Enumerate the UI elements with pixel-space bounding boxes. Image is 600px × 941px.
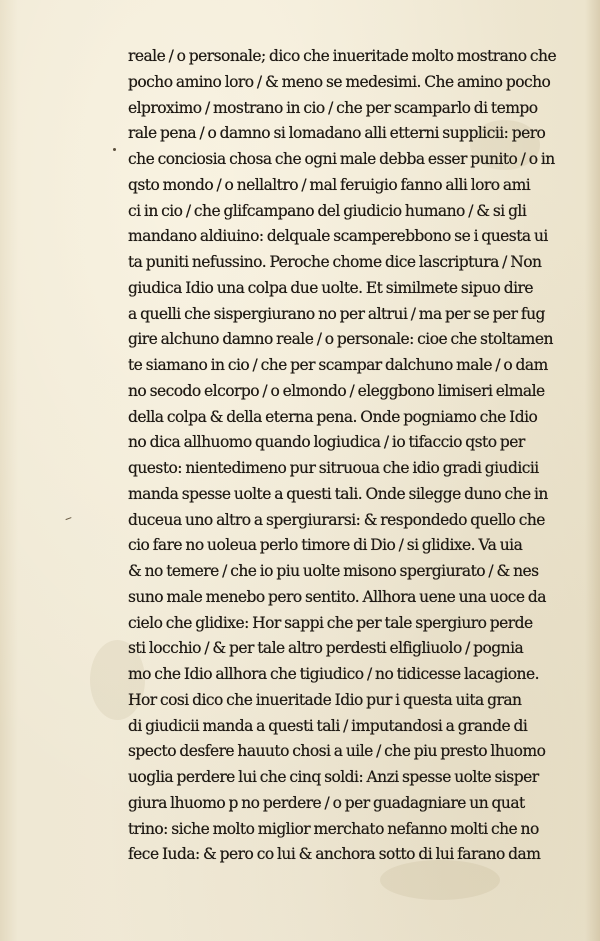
text-line: manda spesse uolte a questi tali. Onde silegge duno che in	[128, 484, 548, 503]
text-line: mo che Idio allhora che tigiudico / no tidicesse lacagione.	[128, 665, 539, 683]
text-line: duceua uno altro a spergiurarsi: & respondedo quello che	[128, 510, 545, 529]
text-line: giura lhuomo p no perdere / o per guadagniare un quat	[128, 793, 525, 812]
text-line: trino: siche molto miglior merchato nefanno molti che no	[128, 819, 539, 838]
text-line: questo: nientedimeno pur sitruoua che idio gradi giudicii	[128, 459, 539, 477]
text-line: specto desfere hauuto chosi a uile / che piu presto lhuomo	[128, 742, 546, 761]
margin-dot	[113, 148, 116, 151]
text-line: suno male menebo pero sentito. Allhora uene una uoce da	[128, 587, 546, 606]
text-line: gire alchuno damno reale / o personale: cioe che stoltamen	[128, 330, 553, 349]
text-line: sti locchio / & per tale altro perdesti elfigliuolo / pognia	[128, 639, 524, 658]
text-line: cielo che glidixe: Hor sappi che per tale spergiuro perde	[128, 613, 533, 632]
text-line: della colpa & della eterna pena. Onde pogniamo che Idio	[128, 407, 538, 426]
text-line: reale / o personale; dico che inueritade molto mostrano che	[128, 47, 557, 65]
text-line: cio fare no uoleua perlo timore di Dio / si glidixe. Va uia	[128, 536, 523, 555]
text-line: rale pena / o damno si lomadano alli etterni supplicii: pero	[128, 124, 546, 143]
text-line: elproximo / mostrano in cio / che per scamparlo di tempo	[128, 98, 538, 117]
text-line: di giudicii manda a questi tali / imputandosi a grande di	[128, 716, 528, 735]
margin-mark	[65, 517, 72, 523]
text-line: giudica Idio una colpa due uolte. Et similmete sipuo dire	[128, 278, 533, 297]
text-block	[128, 44, 560, 868]
text-line: ta puniti nefussino. Peroche chome dice lascriptura / Non	[128, 253, 542, 271]
text-line: te siamano in cio / che per scampar dalchuno male / o dam	[128, 356, 548, 374]
text-line: ci in cio / che glifcampano del giudicio humano / & si gli	[128, 201, 527, 220]
text-line: no dica allhuomo quando logiudica / io tifaccio qsto per	[128, 433, 525, 452]
text-line: che conciosia chosa che ogni male debba esser punito / o in	[128, 150, 555, 168]
text-line: uoglia perdere lui che cinq soldi: Anzi spesse uolte sisper	[128, 768, 539, 786]
text-line: qsto mondo / o nellaltro / mal feruigio fanno alli loro ami	[128, 175, 531, 194]
text-line: pocho amino loro / & meno se medesimi. Che amino pocho	[128, 72, 551, 91]
text-line: a quelli che sispergiurano no per altrui / ma per se per fug	[128, 304, 545, 323]
text-line: no secodo elcorpo / o elmondo / eleggbono limiseri elmale	[128, 381, 545, 400]
text-line: & no temere / che io piu uolte misono spergiurato / & nes	[128, 562, 539, 580]
text-line: Hor cosi dico che inueritade Idio pur i questa uita gran	[128, 690, 522, 709]
text-line: mandano aldiuino: delquale scamperebbono se i questa ui	[128, 227, 548, 246]
text-line: fece Iuda: & pero co lui & anchora sotto di lui farano dam	[128, 845, 541, 864]
